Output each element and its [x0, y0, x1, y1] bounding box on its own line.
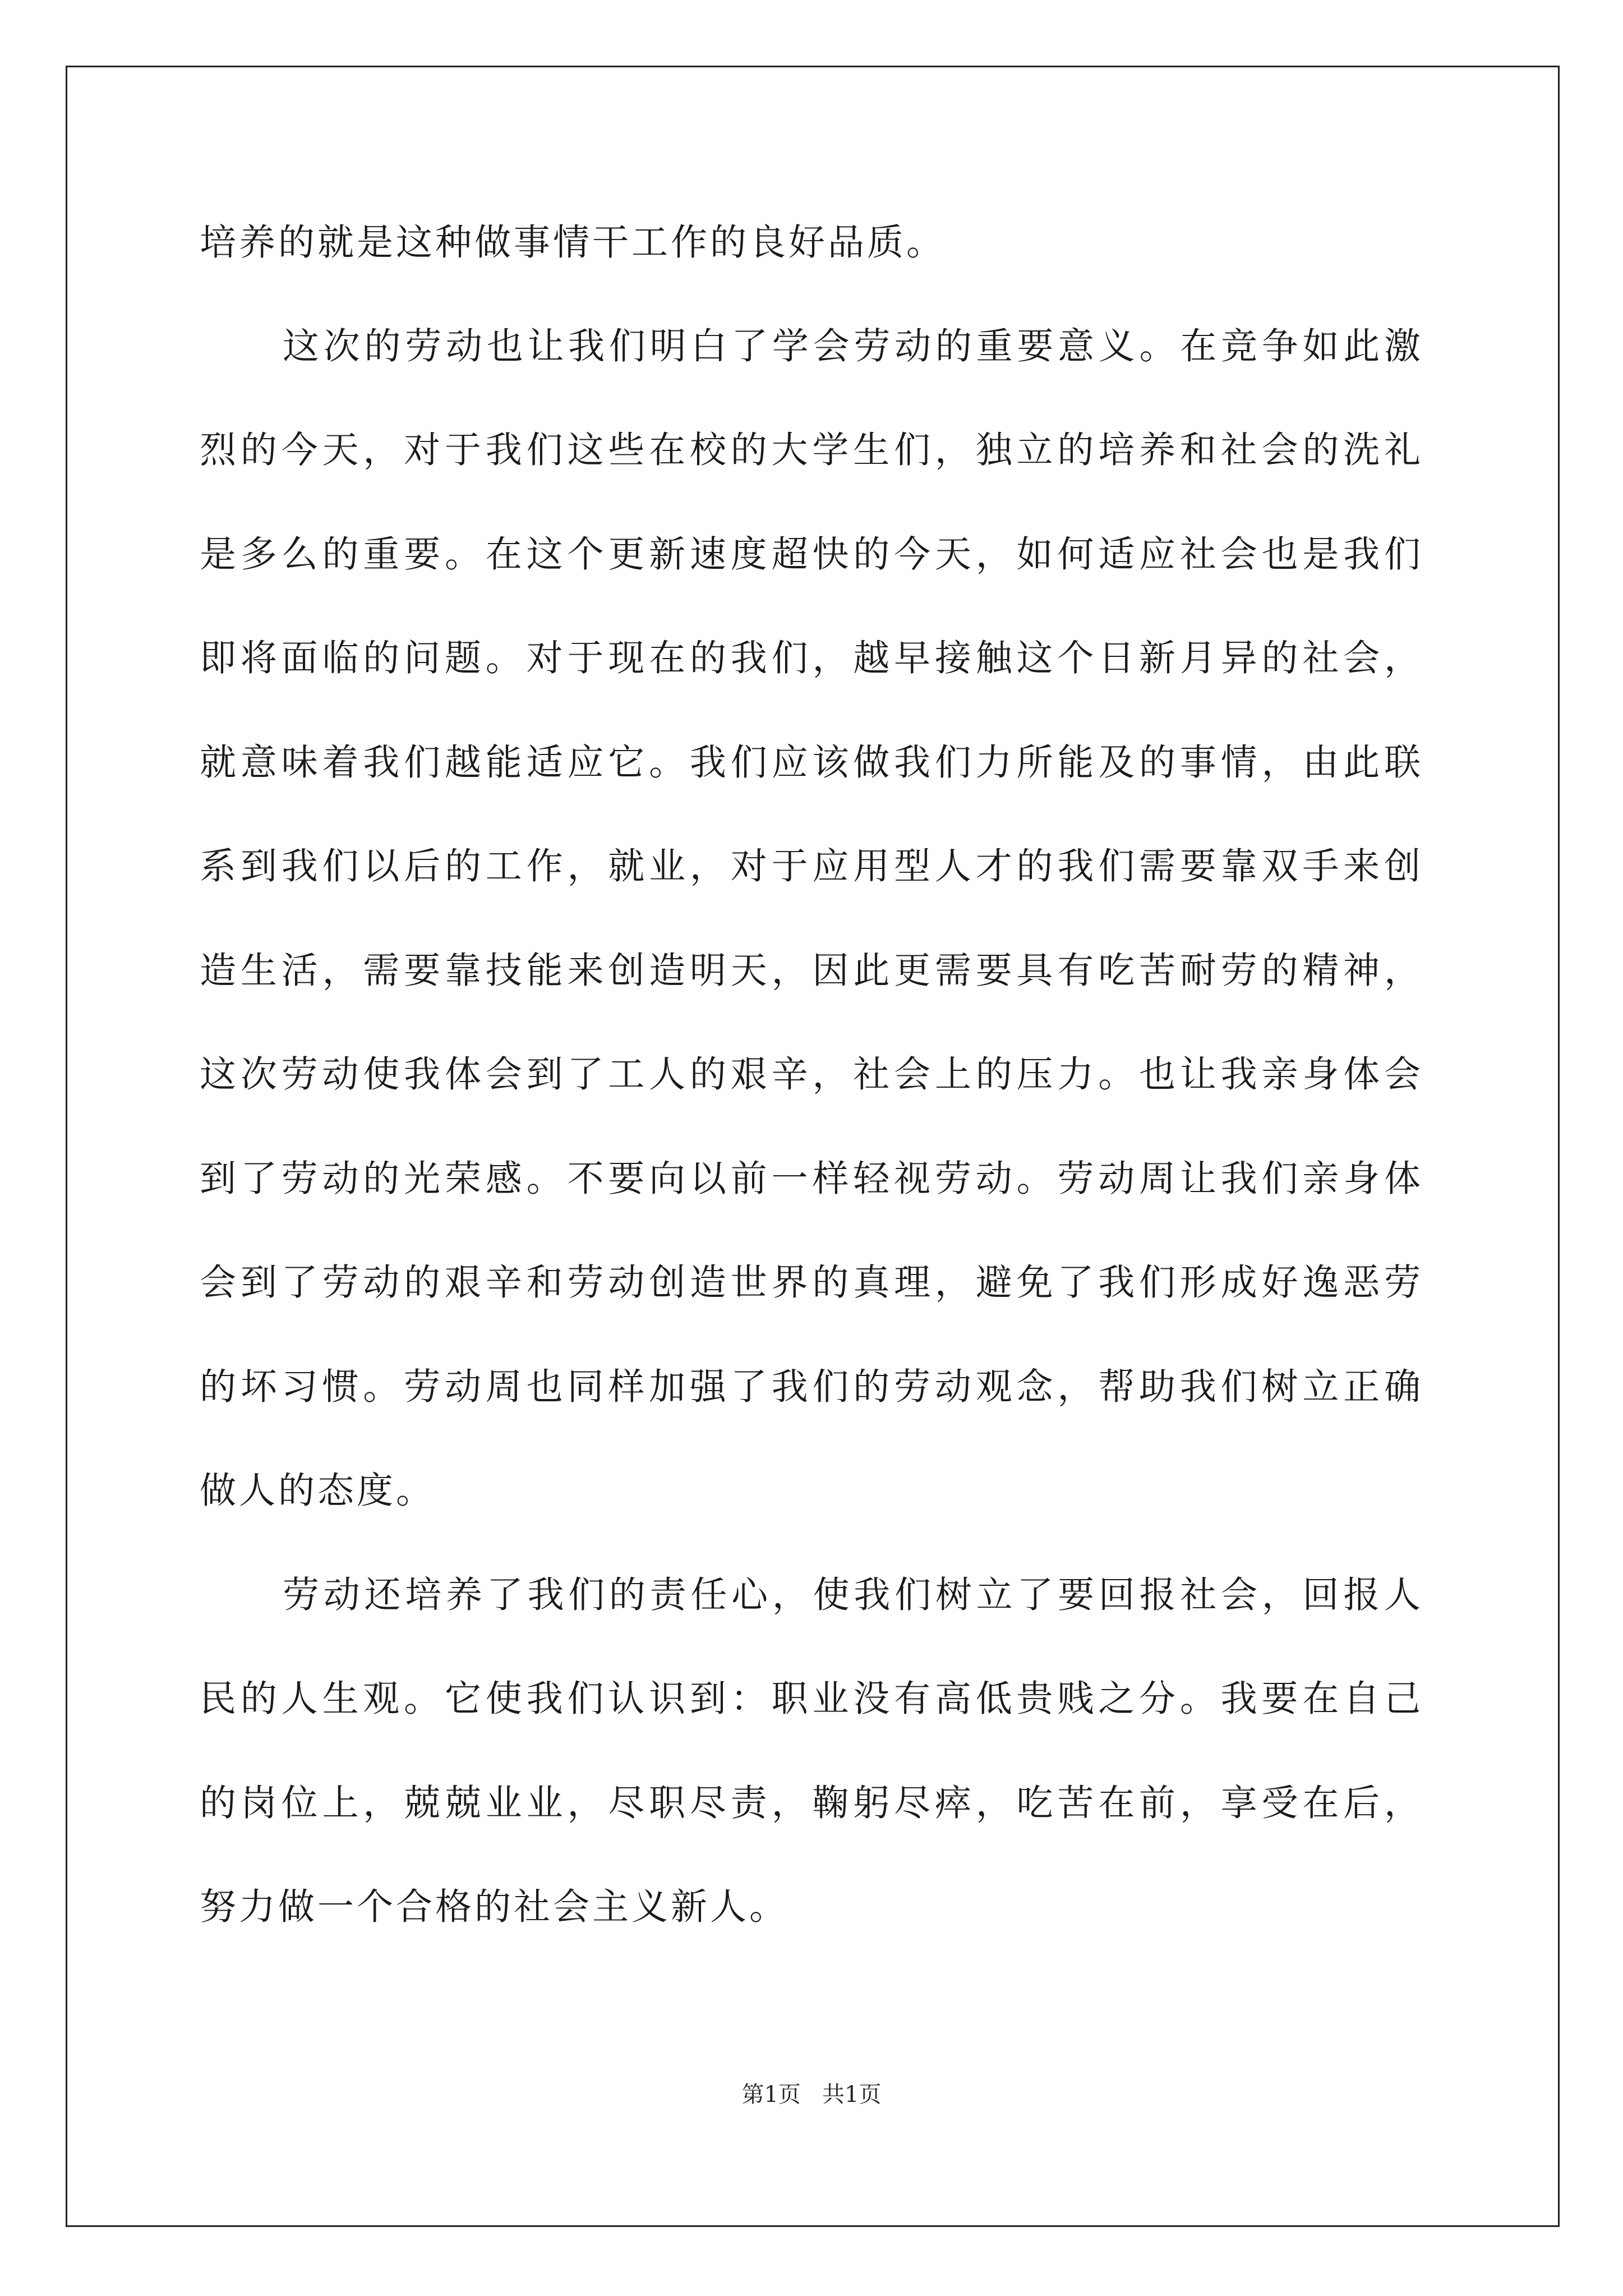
paragraph-line: 民的人生观。它使我们认识到：职业没有高低贵贱之分。我要在自己	[200, 1678, 1423, 1720]
paragraph-line: 会到了劳动的艰辛和劳动创造世界的真理，避免了我们形成好逸恶劳	[200, 1262, 1423, 1304]
paragraph-line: 就意味着我们越能适应它。我们应该做我们力所能及的事情，由此联	[200, 742, 1423, 784]
paragraph-line: 的岗位上，兢兢业业，尽职尽责，鞠躬尽瘁，吃苦在前，享受在后，	[200, 1782, 1423, 1824]
paragraph-line: 这次劳动使我体会到了工人的艰辛，社会上的压力。也让我亲身体会	[200, 1053, 1423, 1096]
paragraph-line: 到了劳动的光荣感。不要向以前一样轻视劳动。劳动周让我们亲身体	[200, 1158, 1423, 1200]
page-footer: 第1页 共1页	[741, 2082, 882, 2108]
paragraph-line: 做人的态度。	[200, 1470, 436, 1512]
paragraph-line: 系到我们以后的工作，就业，对于应用型人才的我们需要靠双手来创	[200, 845, 1423, 887]
paragraph-line: 努力做一个合格的社会主义新人。	[200, 1886, 789, 1928]
paragraph-line: 是多么的重要。在这个更新速度超快的今天，如何适应社会也是我们	[200, 533, 1423, 576]
paragraph-line: 劳动还培养了我们的责任心，使我们树立了要回报社会，回报人	[283, 1574, 1423, 1616]
paragraph-line: 烈的今天，对于我们这些在校的大学生们，独立的培养和社会的洗礼	[200, 429, 1423, 471]
paragraph-line: 培养的就是这种做事情干工作的良好品质。	[200, 222, 946, 264]
paragraph-line: 造生活，需要靠技能来创造明天，因此更需要具有吃苦耐劳的精神，	[200, 950, 1423, 992]
paragraph-line: 这次的劳动也让我们明白了学会劳动的重要意义。在竞争如此激	[283, 325, 1423, 367]
paragraph-line: 的坏习惯。劳动周也同样加强了我们的劳动观念，帮助我们树立正确	[200, 1366, 1423, 1408]
paragraph-line: 即将面临的问题。对于现在的我们，越早接触这个日新月异的社会，	[200, 637, 1423, 679]
